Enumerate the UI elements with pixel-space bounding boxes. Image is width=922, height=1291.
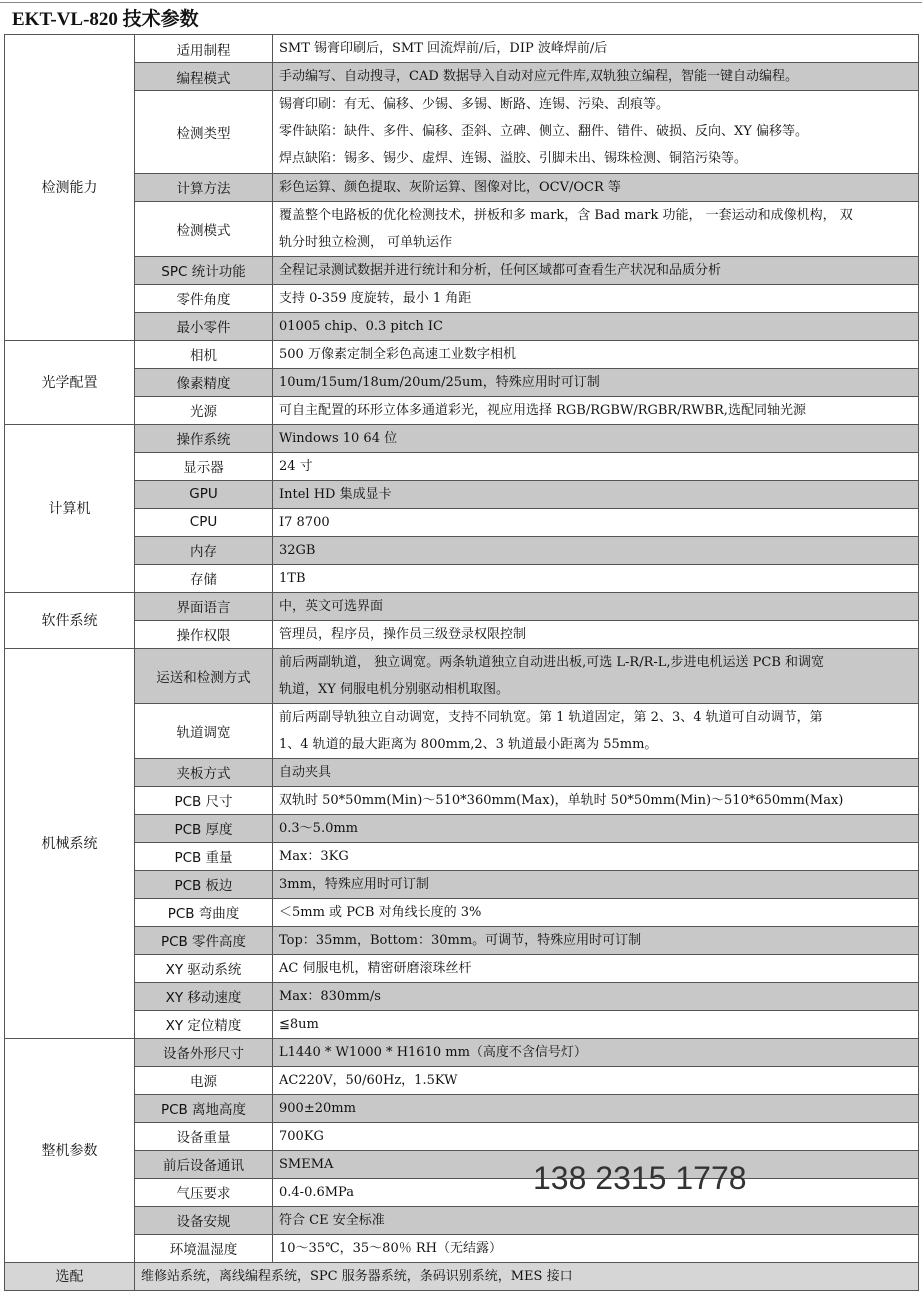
parameter-label: PCB 弯曲度 xyxy=(135,898,273,926)
parameter-value xyxy=(273,758,919,786)
spec-row xyxy=(5,536,919,564)
parameter-value xyxy=(273,1010,919,1038)
parameter-value xyxy=(273,480,919,508)
value-line: 700KG xyxy=(279,1128,324,1144)
spec-row xyxy=(5,1066,919,1094)
value-line: Intel HD 集成显卡 xyxy=(279,486,392,502)
parameter-value xyxy=(273,201,919,256)
value-line: ≦8um xyxy=(279,1016,319,1032)
parameter-value xyxy=(273,256,919,284)
value-line: 24 寸 xyxy=(279,458,313,474)
spec-row xyxy=(5,1038,919,1066)
parameter-value xyxy=(273,1038,919,1066)
value-line: 符合 CE 安全标准 xyxy=(279,1212,385,1228)
spec-row xyxy=(5,620,919,648)
parameter-value xyxy=(273,564,919,592)
spec-row xyxy=(5,63,919,91)
parameter-value xyxy=(273,35,919,63)
spec-row xyxy=(5,173,919,201)
parameter-label: 最小零件 xyxy=(135,312,273,340)
value-line: 轨道，XY 伺服电机分别驱动相机取图。 xyxy=(279,681,509,697)
spec-row xyxy=(5,1010,919,1038)
spec-row xyxy=(5,312,919,340)
parameter-label: 内存 xyxy=(135,536,273,564)
value-line: Max：830mm/s xyxy=(279,988,381,1004)
spec-row xyxy=(5,284,919,312)
parameter-label: 显示器 xyxy=(135,452,273,480)
parameter-label: PCB 厚度 xyxy=(135,814,273,842)
options-row xyxy=(5,1262,919,1290)
value-line: 彩色运算、颜色提取、灰阶运算、图像对比，OCV/OCR 等 xyxy=(279,179,621,195)
category-cell: 软件系统 xyxy=(5,592,135,648)
value-line: SMT 锡膏印刷后，SMT 回流焊前/后，DIP 波峰焊前/后 xyxy=(279,41,608,56)
parameter-value xyxy=(273,424,919,452)
value-line: 10um/15um/18um/20um/25um，特殊应用时可订制 xyxy=(279,374,600,390)
parameter-label: 相机 xyxy=(135,340,273,368)
spec-row xyxy=(5,870,919,898)
spec-row xyxy=(5,703,919,758)
parameter-value xyxy=(273,284,919,312)
parameter-label: 操作系统 xyxy=(135,424,273,452)
parameter-label: 操作权限 xyxy=(135,620,273,648)
parameter-value xyxy=(273,452,919,480)
value-line: 支持 0-359 度旋转，最小 1 角距 xyxy=(279,290,472,306)
value-line: 900±20mm xyxy=(279,1100,356,1116)
value-line: 覆盖整个电路板的优化检测技术，拼板和多 mark，含 Bad mark 功能， 一套运动和成像机构， 双 xyxy=(279,207,853,223)
parameter-label: 前后设备通讯 xyxy=(135,1150,273,1178)
value-line: 10～35℃，35～80％ RH（无结露） xyxy=(279,1240,502,1256)
parameter-value xyxy=(273,786,919,814)
parameter-value xyxy=(273,898,919,926)
parameter-label: 编程模式 xyxy=(135,63,273,91)
parameter-label: 界面语言 xyxy=(135,592,273,620)
category-cell: 光学配置 xyxy=(5,340,135,424)
spec-row xyxy=(5,926,919,954)
parameter-value xyxy=(273,870,919,898)
parameter-value xyxy=(273,173,919,201)
spec-row xyxy=(5,35,919,63)
value-line: 0.4-0.6MPa xyxy=(279,1184,354,1200)
parameter-label: 电源 xyxy=(135,1066,273,1094)
parameter-label: 运送和检测方式 xyxy=(135,648,273,703)
spec-row xyxy=(5,814,919,842)
value-line: 零件缺陷：缺件、多件、偏移、歪斜、立碑、侧立、翻件、错件、破损、反向、XY 偏移等。 xyxy=(279,124,808,140)
spec-row xyxy=(5,648,919,703)
value-line: 32GB xyxy=(279,542,316,558)
parameter-label: SPC 统计功能 xyxy=(135,256,273,284)
document-title: EKT-VL-820 技术参数 xyxy=(12,9,199,30)
value-line: 焊点缺陷：锡多、锡少、虚焊、连锡、溢胶、引脚未出、锡珠检测、铜箔污染等。 xyxy=(279,151,748,167)
value-line: 轨分时独立检测， 可单轨运作 xyxy=(279,234,453,250)
value-line: 01005 chip、0.3 pitch IC xyxy=(279,318,443,334)
parameter-value xyxy=(273,1066,919,1094)
spec-row xyxy=(5,396,919,424)
spec-row xyxy=(5,452,919,480)
parameter-value xyxy=(273,312,919,340)
value-line: 全程记录测试数据并进行统计和分析，任何区域都可查看生产状况和品质分析 xyxy=(279,262,722,278)
spec-row xyxy=(5,898,919,926)
parameter-label: 适用制程 xyxy=(135,35,273,63)
parameter-value xyxy=(273,648,919,703)
parameter-label: 光源 xyxy=(135,396,273,424)
parameter-label: 存储 xyxy=(135,564,273,592)
parameter-value xyxy=(273,592,919,620)
value-line: AC220V，50/60Hz，1.5KW xyxy=(279,1072,458,1088)
spec-row xyxy=(5,982,919,1010)
value-line: 500 万像素定制全彩色高速工业数字相机 xyxy=(279,346,516,362)
parameter-label: 计算方法 xyxy=(135,173,273,201)
spec-row xyxy=(5,786,919,814)
parameter-label: 设备外形尺寸 xyxy=(135,1038,273,1066)
parameter-value xyxy=(273,396,919,424)
spec-row xyxy=(5,340,919,368)
parameter-value xyxy=(273,368,919,396)
parameter-value xyxy=(273,620,919,648)
spec-table xyxy=(4,34,919,1291)
parameter-value xyxy=(273,1122,919,1150)
parameter-value xyxy=(273,1234,919,1262)
parameter-label: PCB 重量 xyxy=(135,842,273,870)
value-line: 1TB xyxy=(279,570,306,586)
category-cell: 整机参数 xyxy=(5,1038,135,1262)
parameter-label: 像素精度 xyxy=(135,368,273,396)
spec-row xyxy=(5,508,919,536)
parameter-value xyxy=(273,703,919,758)
parameter-label: 检测模式 xyxy=(135,201,273,256)
value-line: 3mm，特殊应用时可订制 xyxy=(279,876,429,892)
value-line: 中，英文可选界面 xyxy=(279,598,384,614)
spec-row xyxy=(5,1122,919,1150)
spec-row xyxy=(5,1234,919,1262)
parameter-label: 设备安规 xyxy=(135,1206,273,1234)
parameter-label: PCB 尺寸 xyxy=(135,786,273,814)
value-line: 手动编写、自动搜寻，CAD 数据导入自动对应元件库,双轨独立编程，智能一键自动编程。 xyxy=(279,69,799,84)
value-line: 前后两副导轨独立自动调宽，支持不同轨宽。第 1 轨道固定，第 2、3、4 轨道可自动调节，第 xyxy=(279,709,823,725)
spec-row xyxy=(5,91,919,174)
spec-row xyxy=(5,592,919,620)
spec-row xyxy=(5,564,919,592)
parameter-value xyxy=(273,814,919,842)
phone-watermark: 138 2315 1778 xyxy=(533,1160,747,1196)
category-cell: 计算机 xyxy=(5,424,135,592)
parameter-label: CPU xyxy=(135,508,273,536)
parameter-label: 零件角度 xyxy=(135,284,273,312)
parameter-label: XY 移动速度 xyxy=(135,982,273,1010)
parameter-label: 夹板方式 xyxy=(135,758,273,786)
parameter-label: PCB 离地高度 xyxy=(135,1094,273,1122)
parameter-value xyxy=(273,1206,919,1234)
value-line: 1、4 轨道的最大距离为 800mm,2、3 轨道最小距离为 55mm。 xyxy=(279,736,658,752)
top-rule xyxy=(0,2,922,3)
spec-row xyxy=(5,1206,919,1234)
options-value: 维修站系统，离线编程系统，SPC 服务器系统，条码识别系统，MES 接口 xyxy=(135,1262,919,1290)
parameter-label: XY 定位精度 xyxy=(135,1010,273,1038)
category-cell: 检测能力 xyxy=(5,35,135,341)
spec-row xyxy=(5,424,919,452)
parameter-value xyxy=(273,63,919,91)
value-line: L1440 * W1000 * H1610 mm（高度不含信号灯） xyxy=(279,1044,587,1060)
parameter-label: PCB 零件高度 xyxy=(135,926,273,954)
parameter-value xyxy=(273,954,919,982)
parameter-label: 检测类型 xyxy=(135,91,273,174)
parameter-label: GPU xyxy=(135,480,273,508)
spec-row xyxy=(5,954,919,982)
parameter-label: 设备重量 xyxy=(135,1122,273,1150)
category-cell: 机械系统 xyxy=(5,648,135,1038)
spec-table-body xyxy=(5,35,919,1291)
parameter-label: XY 驱动系统 xyxy=(135,954,273,982)
parameter-label: PCB 板边 xyxy=(135,870,273,898)
parameter-value xyxy=(273,982,919,1010)
value-line: 前后两副轨道， 独立调宽。两条轨道独立自动进出板,可选 L-R/R-L,步进电机运送 PCB 和调宽 xyxy=(279,654,825,670)
value-line: 锡膏印刷：有无、偏移、少锡、多锡、断路、连锡、污染、刮痕等。 xyxy=(279,97,670,113)
value-line: AC 伺服电机，精密研磨滚珠丝杆 xyxy=(279,960,472,976)
parameter-value xyxy=(273,508,919,536)
parameter-value xyxy=(273,842,919,870)
spec-row xyxy=(5,480,919,508)
value-line: I7 8700 xyxy=(279,514,330,530)
spec-row xyxy=(5,1150,919,1178)
spec-row xyxy=(5,758,919,786)
value-line: Windows 10 64 位 xyxy=(279,430,398,446)
spec-row xyxy=(5,842,919,870)
parameter-label: 环境温湿度 xyxy=(135,1234,273,1262)
value-line: SMEMA xyxy=(279,1156,334,1172)
spec-row xyxy=(5,1178,919,1206)
parameter-value xyxy=(273,536,919,564)
parameter-label: 轨道调宽 xyxy=(135,703,273,758)
parameter-value xyxy=(273,340,919,368)
spec-row xyxy=(5,201,919,256)
spec-row xyxy=(5,368,919,396)
options-category-cell: 选配 xyxy=(5,1262,135,1290)
spec-row xyxy=(5,1094,919,1122)
spec-row xyxy=(5,256,919,284)
parameter-value xyxy=(273,926,919,954)
parameter-value xyxy=(273,91,919,174)
value-line: Top：35mm，Bottom：30mm。可调节，特殊应用时可订制 xyxy=(279,932,642,948)
value-line: 管理员，程序员，操作员三级登录权限控制 xyxy=(279,626,527,642)
value-line: Max：3KG xyxy=(279,848,349,864)
parameter-value xyxy=(273,1094,919,1122)
value-line: 0.3～5.0mm xyxy=(279,820,359,836)
parameter-label: 气压要求 xyxy=(135,1178,273,1206)
value-line: 可自主配置的环形立体多通道彩光，视应用选择 RGB/RGBW/RGBR/RWBR,选配同轴光源 xyxy=(279,402,806,418)
value-line: 自动夹具 xyxy=(279,764,332,780)
value-line: 双轨时 50*50mm(Min)～510*360mm(Max)，单轨时 50*50mm(Min)～510*650mm(Max) xyxy=(279,792,844,808)
value-line: ＜5mm 或 PCB 对角线长度的 3% xyxy=(279,904,482,920)
